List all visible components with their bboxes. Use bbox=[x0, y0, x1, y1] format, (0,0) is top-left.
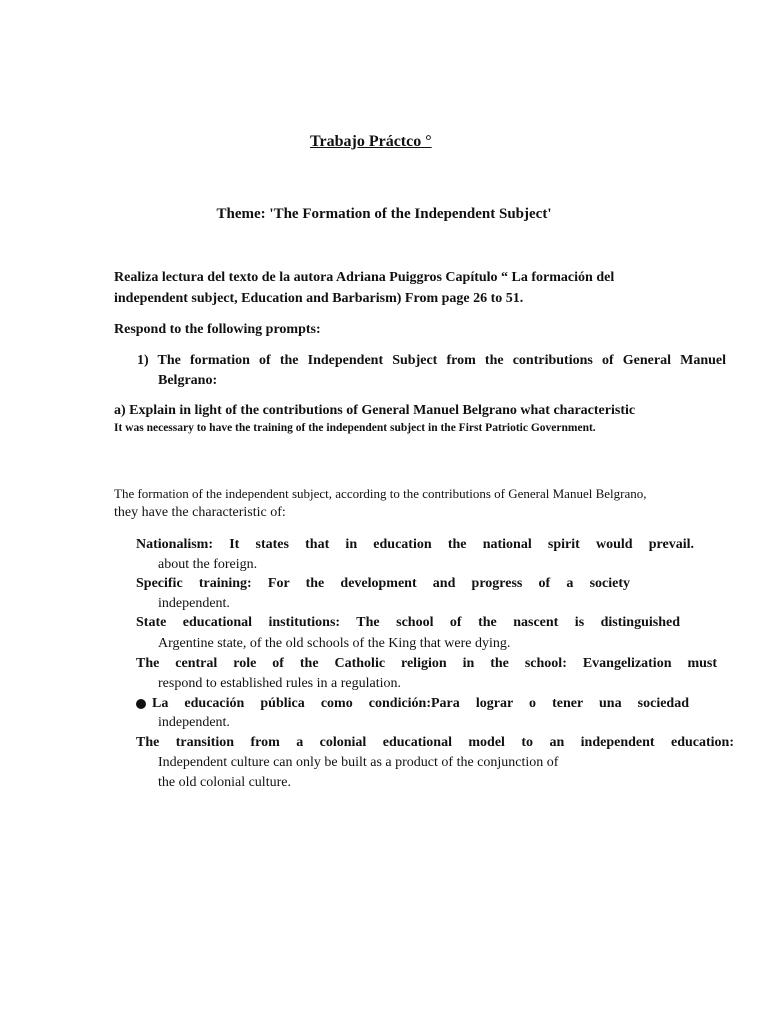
prompt-1-line-2: Belgrano: bbox=[158, 373, 218, 388]
list-item-heading: State educational institutions: The school of the nascent is distinguished bbox=[136, 615, 680, 630]
list-item-heading: The transition from a colonial educational model to an independent education: bbox=[136, 735, 734, 750]
list-item-continuation: independent. bbox=[158, 596, 230, 611]
bullet-list-item bbox=[136, 697, 689, 711]
list-item-continuation: about the foreign. bbox=[158, 557, 258, 572]
list-item-continuation: the old colonial culture. bbox=[158, 775, 291, 790]
list-item-heading: Nationalism: It states that in education the national spirit would prevail. bbox=[136, 537, 694, 552]
question-a: a) Explain in light of the contributions of General Manuel Belgrano what characteristic bbox=[114, 403, 636, 418]
bullet-icon bbox=[136, 699, 146, 709]
list-item-heading: The central role of the Catholic religion in the school: Evangelization must bbox=[136, 656, 717, 671]
list-item-continuation: Independent culture can only be built as a product of the conjunction of bbox=[158, 755, 559, 770]
answer-line-2: they have the characteristic of: bbox=[114, 505, 286, 520]
intro-line-1: Realiza lectura del texto de la autora Adriana Puiggros Capítulo “ La formación del bbox=[114, 270, 615, 285]
respond-prompt: Respond to the following prompts: bbox=[114, 322, 321, 337]
list-item-heading: La educación pública como condición:Para lograr o tener una sociedad bbox=[152, 696, 689, 711]
answer-line-1: The formation of the independent subject, according to the contributions of General Manuel Belgrano, bbox=[114, 486, 647, 501]
intro-line-2: independent subject, Education and Barbarism) From page 26 to 51. bbox=[114, 291, 524, 306]
list-item-heading: Specific training: For the development and progress of a society bbox=[136, 576, 630, 591]
prompt-1-line-1: 1) The formation of the Independent Subject from the contributions of General Manuel bbox=[137, 353, 726, 368]
theme-heading: Theme: 'The Formation of the Independent Subject' bbox=[216, 206, 552, 222]
list-item-continuation: independent. bbox=[158, 715, 230, 730]
question-a-continuation: It was necessary to have the training of the independent subject in the First Patriotic Government. bbox=[114, 422, 596, 434]
list-item-continuation: Argentine state, of the old schools of the King that were dying. bbox=[158, 636, 511, 651]
document-title: Trabajo Práctco ° bbox=[310, 133, 432, 150]
list-item-continuation: respond to established rules in a regulation. bbox=[158, 676, 401, 691]
